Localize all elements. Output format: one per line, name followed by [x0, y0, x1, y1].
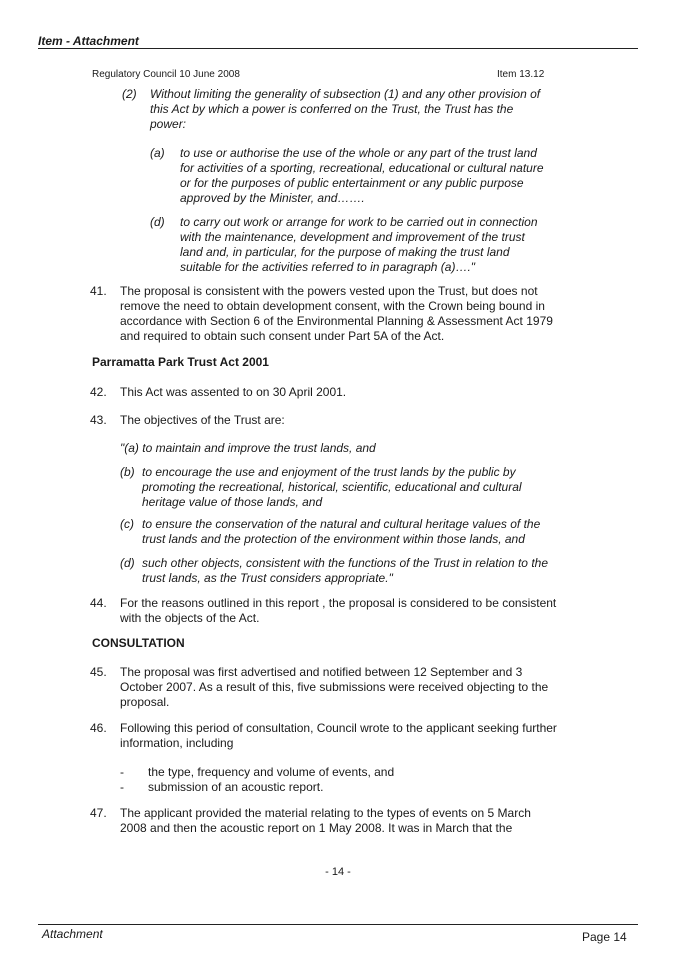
para-46-text: Following this period of consultation, Council wrote to the applicant seeking further information, including: [120, 721, 557, 750]
subsection-2-label: (2): [122, 87, 137, 101]
para-44-text: For the reasons outlined in this report , the proposal is considered to be consistent with the objects of the Act.: [120, 596, 557, 625]
bullet-item: submission of an acoustic report.: [148, 780, 324, 794]
objective-d-text: such other objects, consistent with the functions of the Trust in relation to the trust lands, as the Trust considers appropriate.": [142, 556, 548, 585]
para-46-number: 46.: [90, 721, 107, 735]
bullet-dash: -: [120, 780, 124, 794]
para-42-text: This Act was assented to on 30 April 2001.: [120, 385, 347, 399]
para-43-number: 43.: [90, 413, 107, 427]
para-41-number: 41.: [90, 284, 107, 298]
section-heading-consultation: CONSULTATION: [92, 636, 185, 650]
meeting-date: Regulatory Council 10 June 2008: [92, 69, 240, 80]
objective-c-text: to ensure the conservation of the natural and cultural heritage values of the trust lands and the protection of the environment within those lands, and: [142, 517, 541, 546]
para-42-number: 42.: [90, 385, 107, 399]
clause-d-label: (d): [150, 215, 165, 229]
para-47-number: 47.: [90, 806, 107, 820]
attachment-header: Item - Attachment: [38, 34, 139, 48]
para-45-text: The proposal was first advertised and notified between 12 September and 3 October 2007. As a result of this, five submissions were received objecting to the proposal.: [120, 665, 549, 709]
footer-rule: [38, 924, 638, 925]
page-number: - 14 -: [325, 866, 351, 878]
para-43-text: The objectives of the Trust are:: [120, 413, 285, 427]
para-47-text: The applicant provided the material relating to the types of events on 5 March 2008 and then the acoustic report on 1 May 2008. It was in March that the: [120, 806, 531, 835]
footer-page-label: Page 14: [582, 930, 627, 944]
clause-a-label: (a): [150, 146, 165, 160]
bullet-item: the type, frequency and volume of events, and: [148, 765, 395, 779]
footer-attachment-label: Attachment: [42, 927, 103, 941]
bullet-dash: -: [120, 765, 124, 779]
objective-a: "(a) to maintain and improve the trust lands, and: [120, 441, 376, 455]
clause-d-text: to carry out work or arrange for work to be carried out in connection with the maintenance, development and improvement of the trust land and, in particular, for the purpose of making the trust land suitable for the activities referred to in paragraph (a)….": [180, 215, 538, 274]
section-heading-parramatta: Parramatta Park Trust Act 2001: [92, 355, 269, 369]
objective-b-label: (b): [120, 465, 135, 479]
clause-a-text: to use or authorise the use of the whole or any part of the trust land for activities of a sporting, recreational, educational or cultural nature or for the purposes of public entertainment or any public purpose approved by the Minister, and…….: [180, 146, 544, 205]
objective-c-label: (c): [120, 517, 134, 531]
item-number: Item 13.12: [497, 69, 545, 80]
para-41-text: The proposal is consistent with the powers vested upon the Trust, but does not remove the need to obtain development consent, with the Crown being bound in accordance with Section 6 of the Environmental Planning & Assessment Act 1979 and required to obtain such consent under Part 5A of the Act.: [120, 284, 553, 343]
subsection-2-text: Without limiting the generality of subsection (1) and any other provision of this Act by which a power is conferred on the Trust, the Trust has the power:: [150, 87, 541, 131]
objective-d-label: (d): [120, 556, 135, 570]
para-44-number: 44.: [90, 596, 107, 610]
objective-b-text: to encourage the use and enjoyment of the trust lands by the public by promoting the recreational, historical, scientific, educational and cultural heritage value of those lands, and: [142, 465, 522, 509]
para-45-number: 45.: [90, 665, 107, 679]
